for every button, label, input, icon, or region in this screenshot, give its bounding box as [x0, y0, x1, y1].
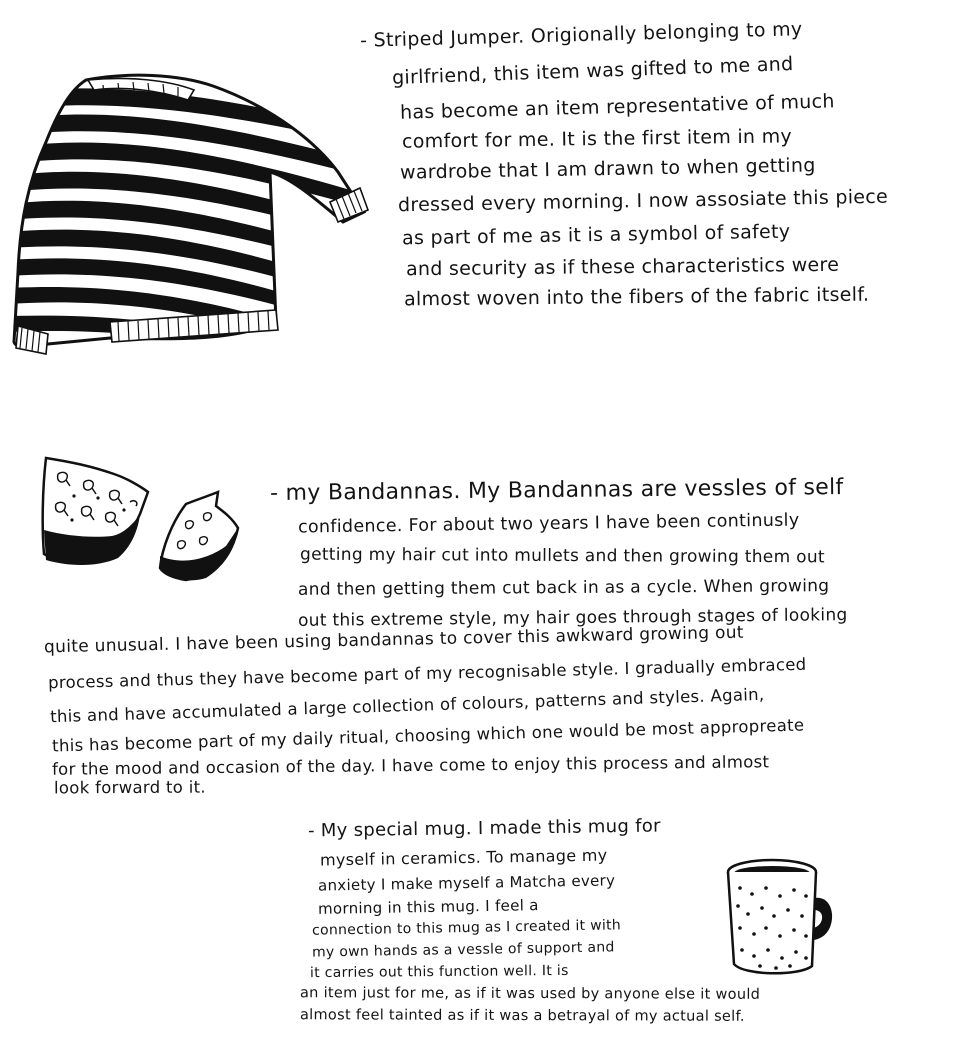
mug-illustration — [720, 854, 840, 984]
bandannas-line-4: and then getting them cut back in as a cycle. When growing — [297, 576, 830, 600]
mug-line-5: connection to this mug as I created it with — [311, 917, 622, 939]
mug-line-8: an item just for me, as if it was used by anyone else it would — [299, 985, 761, 1003]
bandannas-line-1: - my Bandannas. My Bandannas are vessles of self — [269, 474, 844, 507]
mug-line-9: almost feel tainted as if it was a betrayal of my actual self. — [299, 1007, 745, 1025]
bandannas-line-5: out this extreme style, my hair goes through stages of looking — [297, 605, 848, 631]
jumper-line-3: has become an item representative of much — [399, 90, 835, 124]
bandannas-line-8: this and have accumulated a large collection of colours, patterns and styles. Again, — [49, 684, 765, 727]
jumper-line-4: comfort for me. It is the first item in my — [401, 125, 793, 153]
jumper-line-7: as part of me as it is a symbol of safety — [401, 220, 791, 250]
mug-line-2: myself in ceramics. To manage my — [319, 845, 608, 870]
jumper-line-8: and security as if these characteristics were — [405, 253, 840, 281]
jumper-line-6: dressed every morning. I now assosiate this piece — [397, 185, 889, 217]
mug-line-7: it carries out this function well. It is — [309, 962, 569, 982]
bandannas-line-2: confidence. For about two years I have been continusly — [297, 510, 800, 538]
striped-jumper-illustration — [8, 72, 370, 362]
jumper-line-1: - Striped Jumper. Origionally belonging to my — [359, 18, 803, 52]
bandannas-line-10: for the mood and occasion of the day. I have come to enjoy this process and almost — [51, 752, 770, 779]
jumper-line-2: girlfriend, this item was gifted to me and — [391, 53, 794, 89]
bandannas-illustration — [36, 452, 256, 584]
bandannas-line-7: process and thus they have become part of my recognisable style. I gradually embraced — [47, 654, 807, 693]
bandannas-line-11: look forward to it. — [53, 777, 206, 798]
bandannas-line-9: this has become part of my daily ritual, choosing which one would be most appropreate — [51, 715, 805, 756]
mug-line-4: morning in this mug. I feel a — [317, 896, 539, 918]
jumper-line-5: wardrobe that I am drawn to when getting — [399, 154, 816, 184]
jumper-line-9: almost woven into the fibers of the fabric itself. — [403, 283, 870, 311]
mug-line-1: - My special mug. I made this mug for — [307, 815, 661, 842]
bandannas-line-3: getting my hair cut into mullets and then growing them out — [299, 544, 825, 568]
mug-line-6: my own hands as a vessle of support and — [311, 939, 615, 961]
bandannas-line-6: quite unusual. I have been using bandannas to cover this awkward growing out — [43, 622, 744, 658]
mug-line-3: anxiety I make myself a Matcha every — [317, 871, 616, 895]
